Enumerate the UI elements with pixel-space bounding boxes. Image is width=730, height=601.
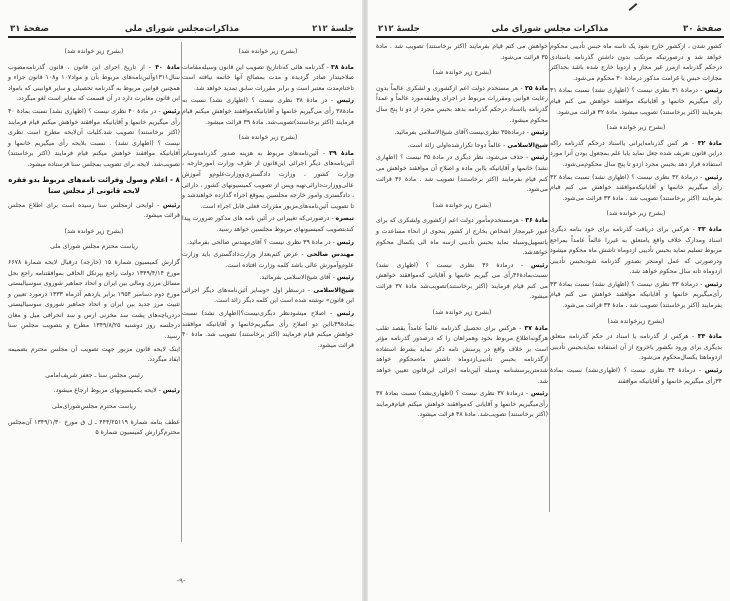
column-left xyxy=(8,42,180,441)
folio-number: -۹- xyxy=(176,577,186,585)
speaker-or-article-label: رئیس xyxy=(704,173,723,181)
speaker-or-article-label: مادهٔ ۳۶ xyxy=(525,217,548,225)
paragraph xyxy=(182,309,354,351)
reading-note: (بشرح زیر خوانده شد) xyxy=(432,69,492,77)
column-right xyxy=(550,42,722,389)
speaker-or-article-label: مادهٔ ۳۸ xyxy=(331,63,354,71)
paragraph xyxy=(376,389,548,421)
paragraph xyxy=(550,42,722,84)
paragraph-text: - در مادهٔ ۴۰ نظری نیست ؟ (اظهاری نشد) نسبت بمادهٔ ۴۰ رأی میگیریم خانمها و آقایانیکه موافقند خواهش میکنم قیام فرمایند (اکثر برخاستند) تصویب شد.کلیات آن‌لایحه مطرح است نظری نیست ؟ (اظهاری نشد) . نسبت بلایحه رأی میگیریم خانمها و آقایانیکه موافقند خواهش میکنم قیام فرمایند (اکثر برخاستند) تصویب‌شد. لایحه برای تصویب بمجلس سنا فرستاده میشود. xyxy=(8,107,180,168)
speaker-or-article-label: مادهٔ ۳۳ xyxy=(698,225,723,233)
pen-mark xyxy=(629,3,638,11)
paragraph-text: - درمادهٔ ۳۴ نظری نیست ؟ (اظهاری‌نشد) نسبت بمادهٔ ۳۴رأی میگیریم خانمها و آقایانیکه موافقند xyxy=(550,367,722,385)
paragraph-text: - اصلاح میشود‌نظر دیگری‌نیست‌؟(اظهاری نشد) نسبت بمادهٔ۳۹بااین دو اصلاح رأی میگیریم‌خانمها و آقایانیکه موافقند خواهش میکنم قیام فرمایند (اکثر برخاستند) تصویب شد. مادهٔ ۴۰ قرائت میشود. xyxy=(182,310,354,349)
reading-note: (بشرح زیرخوانده شد) xyxy=(607,317,665,325)
paragraph-text: - هرکس برای دریافت گذرنامه برای خود بنامه دیگری اسناد ومدارک خلاف واقع یامتعلق به غیررا عالماً عامداً بمراجع مربوط تسلیم نماید بحبس تأدیبی ازدوماه تاشش ماه محکوم میشود ودرصورتی که عمل اومنجر بصدور گذرنامه شود‌بحبس تأدیبی ازدوماه تانه سال محکوم خواهد شد. xyxy=(550,225,722,276)
reading-note: (بشرح زیر خوانده شد) xyxy=(606,124,666,132)
running-title: مذاکرات‌مجلس شورای ملی xyxy=(124,24,240,34)
paragraph xyxy=(182,149,354,213)
paragraph-text: - درمادهٔ۳۵ نظری‌نیست؟آقای شیخ‌الاسلامی بفرمائید. xyxy=(394,129,529,137)
paragraph xyxy=(550,366,722,387)
paragraph xyxy=(550,280,722,312)
reading-note: (بشرح زیر خوانده شد) xyxy=(606,210,666,218)
speaker-or-article-label: رئیس xyxy=(336,97,354,105)
paragraph xyxy=(182,238,354,249)
speaker-or-article-label: تبصره xyxy=(335,215,354,223)
paragraph xyxy=(550,139,722,171)
column-divider xyxy=(181,42,182,542)
speaker-or-article-label: مادهٔ ۳۲ xyxy=(697,139,723,147)
paragraph-text: - درصورتی‌که تغییراتی در آئین نامه های مذکور ضرورت پیدا کند‌بتصویب کمیسیونهای مربوط مجلسین خواهد رسید. xyxy=(182,215,354,233)
speaker-or-article-label: رئیس xyxy=(704,87,723,95)
paragraph xyxy=(182,286,354,307)
speaker-or-article-label: رئیس xyxy=(530,154,548,162)
speaker-or-article-label: مادهٔ ۴۰ xyxy=(155,63,180,71)
paragraph xyxy=(550,332,722,364)
speaker-or-article-label: شیخ‌الاسلامی xyxy=(313,286,355,294)
paragraph-text: - در مادهٔ ۳۸ نظری نیست ؟ (اظهاری نشد) نسبت به مادهٔ۳۸ رأی می‌گیریم خانمها و آقایانیکه‌موافقند خواهش میکنم قیام فرمایند (اکثر برخاستند)تصویب‌شد. مادهٔ ۳۹ قرائت میشود. xyxy=(182,97,354,126)
paragraph xyxy=(376,141,548,152)
paragraph xyxy=(8,201,180,222)
paragraph-text: گزارش کمیسیون شمارهٔ ۱۵ (خارجه) درقبال لایحه شمارهٔ ۶۶۷۸ مورخ ۱۳۴۹/۴/۱۴ دولت راجع بپرتکل الحاقی بموافقتنامه راجع بحل مسائل مرزی ومالی بین ایران و اتحاد جماهیر شوروی سوسیالیستی مورخ دوم دسامبر ۱۹۵۴ برابر یازدهم آذرماه ۱۳۳۳ درمورد تعیین و تثبیت مرز جدید بین ایران و اتحاد جماهیر شوروی سوسیالیستی دردریاچه‌های پشت سد مخزنی ارس و سد انحرافی میل و مغان درجلسه روز دوشنبه ۱۳۴۹/۸/۲۵ مطرح و بتصویب مجلس سنا رسید. xyxy=(8,258,181,341)
reading-note: (بشرح زیر خوانده شد) xyxy=(238,48,298,55)
paragraph-text: اینک لایحه قانون مزبور جهت تصویب آن مجلس محترم بضمیمه ایفاد میگردد. xyxy=(8,345,180,364)
paragraph-text: - گذرنامه هائی که‌تاتاریخ تصویب این قانون وسیله‌مقامات صلاحیتدار صادر گردیده و مدت بمصالح آنها خاتمه نیافته است تاختام‌مدت معتبر است و برابر مقررات سابق تمدید خواهد شد. xyxy=(182,63,354,92)
paragraph-text: - عالماً دوجا تکرارشده‌اولی زائد است. xyxy=(407,141,506,149)
reading-note: (بشرح زیر خوانده شد) xyxy=(64,227,124,235)
speaker-or-article-label: مادهٔ ۳۵ xyxy=(524,84,549,92)
speaker-or-article-label: رئیس xyxy=(704,280,723,288)
paragraph-text: - درمادهٔ ۳۶ نظری نیست ؟ (اظهاری نشد) نسبت‌بمادهٔ۳۶رأی می گیریم خانمها و آقایانی که‌موافقند خواهش می کنم قیام فرمایند (اکثر برخاستند)تصویب‌شد مادهٔ ۳۷ قرائت میشود. xyxy=(376,261,548,301)
column-left xyxy=(376,42,548,423)
paragraph xyxy=(376,216,548,258)
speaker-or-article-label: مادهٔ ۳۴ xyxy=(697,333,722,341)
reading-note: (بشرح زیر خوانده شد) xyxy=(432,309,492,317)
reading-note: (بشرح زیر خوانده شد) xyxy=(432,201,492,209)
paragraph xyxy=(376,324,548,388)
paragraph-text: - از تاریخ اجرای این قانون ، قانون گذرنامه‌مصوب سال۱۳۱۱وآئین‌نامه‌های مربوط بآن و مواد۱۰۷ و۱۰۸ قانون جزاء و همچنین قوانین مربوط به گذرنامه تحصیلی و سایر قوانینی که بامواد این قانون مغایرت دارد در آن قسمت که مغایر است لغو میگردد. xyxy=(8,63,180,103)
section-heading: ۸ - اعلام وصول وقرائت نامه‌های مربوط بدو فقره لایحه قانونی از مجلس سنا xyxy=(8,175,180,195)
speaker-or-article-label: رئیس xyxy=(530,390,548,398)
reading-note: (بشرح زیر خوانده شد) xyxy=(238,134,298,142)
paragraph xyxy=(376,84,548,126)
paragraph-text: - حذف می‌شود، نظر دیگری در مادهٔ ۳۵ نیست ؟ (اظهاری نشد) خانمها و آقایانیکه بااین ماده و اصلاح آن موافقند خواهش می کنم قیام بفرمایند (اکثر برخاستند) تصویب شد . مادهٔ ۳۶ قرائت می‌شود. xyxy=(376,154,548,194)
paragraph-text: کشور شدن ، ازکشور خارج شود یک تاسه ماه حبس تأدیبی محکوم خواهد شد و درصورتیکه مرتکب بدون داشتن گذرنامه یاسنادی درحکم گذرنامه ازمرز غیر مجاز و اردویا خارج شده باشد بحداکثر مجازات حبس یا غرامت مذکور درمادهٔ ۳۰ محکوم می‌شود. xyxy=(550,43,722,82)
session-number: جلسهٔ ۲۱۲ xyxy=(378,24,420,34)
speaker-or-article-label: رئیس xyxy=(704,367,723,375)
paragraph xyxy=(8,63,180,105)
speaker-or-article-label: رئیس xyxy=(530,261,549,269)
paragraph-text: - لوایحی ازمجلس سنا رسیده است برای اطلاع مجلس قرائت میشود. xyxy=(8,201,180,220)
paragraph-text: - عرض کنم‌بعداز وزارت‌دادگستری باید وزارت علوم‌وآموزش عالی باشد کلمه وزارت افتاده است. xyxy=(182,251,354,269)
speaker-or-article-label: مادهٔ ۳۹ xyxy=(329,149,355,157)
paragraph xyxy=(8,418,180,439)
paragraph xyxy=(550,173,722,205)
paragraph-text: - درمادهٔ ۳۱ نظری نیست ؟ (اظهاری نشد) نسبت بمادهٔ ۳۱ رأی میگیریم خانمها و آقایانیکه موافقند خواهش می کنم قیام بفرمایند (اکثر برخاستند) تصویب‌ میشود. مادهٔ ۳۲ قرائت می‌شود. xyxy=(550,87,722,116)
paragraph-text: - در مادهٔ ۳۹ نظری نیست ؟ آقای‌مهندس صالحی بفرمائید. xyxy=(187,238,335,246)
paragraph-text: - هر کس گذرنامه‌ایرانی یااسناد درحکم گذرنامه راکه دراین قانون تعریف شده جعل نماید یابا علم بمجعول بودن آنرا مورد استفاده قرار دهد بحبس مجرد ازدو تا پنج سال محکوم‌می‌شود. xyxy=(550,139,722,168)
paragraph-text: - هر مستخدم دولت اعم ازکشوری و لشکری عالماً بدون رعایت قوانین ومقررات مربوط در اجرای وظیفه‌مورد عالماً و عمداً گذرنامه یااسناد درحکم گذرنامه بدهد بحبس مجرد از دو تا پنج سال محکوم میشود. xyxy=(376,84,548,124)
paragraph xyxy=(8,107,180,171)
speaker-or-article-label: مهندس صالحی xyxy=(306,251,354,259)
page-number: صفحهٔ ۳۱ xyxy=(10,24,49,34)
paragraph-text: - آقای شیخ‌الاسلامی بفرمائید. xyxy=(259,274,335,282)
paragraph-text: خواهش می کنم قیام بفرمایند (اکثر برخاستند) تصویب شد . مادهٔ ۳۵ قرائت می‌شود. xyxy=(376,43,548,61)
paragraph xyxy=(550,86,722,118)
paragraph-text: - درمادهٔ ۳۷ نظری نیست ؟ (اظهاری‌نشد) نسبت بمادهٔ ۳۷ رأی‌میگیریم خانمها و آقایانی که‌موافقند خواهش میکنم قیام‌فرمایند (اکثر برخاستند) تصویب‌شد. مادهٔ ۳۸ قرائت میشود. xyxy=(376,390,548,419)
page-31 xyxy=(0,0,362,601)
paragraph xyxy=(376,261,548,303)
paragraph xyxy=(182,63,354,95)
page-header xyxy=(376,22,724,38)
paragraph xyxy=(8,386,180,397)
paragraph-text: عطف بنامه شمارهٔ ۴۴۴/۲۵۱۱۹ ـ ل ق مورخ ۱۳۴۹/۱/۳۰ آن‌مجلس محترم‌گزارش کمیسیون شمارهٔ ۵ xyxy=(8,418,180,437)
paragraph xyxy=(182,273,354,284)
paragraph-text: - هرکس برای تحصیل گذرنامه عالماً عامداً بقصد تقلب هرگونه‌اطلاع مربوط بخود وهمراهان را که درصدور گذرنامه مؤثر است بر خلاف واقع در پرسش نامه ذکر نماید بشرط استفاده ازگذرنامه بحبس تأدیبی‌ازدوماه تاشش ماه‌محکوم خواهد شدمتن‌پرسشنامه وسیله آئین‌نامه اجرائی این‌قانون تعیین خواهد شد. xyxy=(376,324,548,385)
page-header xyxy=(8,22,356,38)
paragraph xyxy=(376,42,548,63)
speaker-or-article-label: رئیس xyxy=(336,238,354,246)
reading-note: رئیس مجلس سنا ـ جعفر شریف‌امامی xyxy=(45,371,143,379)
speaker-or-article-label: شیخ‌الاسلامی xyxy=(507,141,548,149)
paragraph xyxy=(550,225,722,278)
speaker-or-article-label: رئیس xyxy=(162,201,181,209)
paragraph-text: - درمادهٔ ۳۲ نظری نیست ؟ (اظهاری نشد) نسبت بمادهٔ ۳۲ رأی میگیریم خانمها و آقایانیکه‌موافقند خواهش می کنم قیام بفرمایند (اکثر برخاستند) تصویب شد . مادهٔ ۳۳ قرائت می‌شود. xyxy=(550,173,722,202)
speaker-or-article-label: مادهٔ ۳۷ xyxy=(524,324,548,332)
column-right xyxy=(182,42,354,353)
page-30 xyxy=(368,0,730,601)
paragraph xyxy=(182,250,354,271)
speaker-or-article-label: رئیس xyxy=(336,274,354,282)
session-number: جلسهٔ ۲۱۲ xyxy=(312,24,354,34)
reading-note: (بشرح زیر خوانده شد) xyxy=(64,48,124,55)
paragraph xyxy=(8,258,180,343)
running-title: مذاکرات مجلس شورای ملی xyxy=(491,24,609,34)
speaker-or-article-label: رئیس xyxy=(336,310,355,318)
paragraph-text: - درمادهٔ ۳۳ نظری نیست ؟ (اظهاری نشد) نسبت بمادهٔ ۳۳ رأی‌میگیریم خانمها و آقایانیکه موافقند خواهش می کنم قیام بفرمایند (اکثر برخاستند) تصویب شد . مادهٔ ۳۴ قرائت می‌شود. xyxy=(550,280,722,310)
paragraph xyxy=(376,128,548,139)
page-number: صفحهٔ ۳۰ xyxy=(683,24,722,34)
speaker-or-article-label: رئیس xyxy=(530,129,548,137)
speaker-or-article-label: رئیس xyxy=(162,387,180,395)
reading-note: ریاست محترم مجلس شورای ملی xyxy=(50,243,138,251)
paragraph xyxy=(182,96,354,128)
paragraph-text: - لایحه بکمیسیونهای مربوط ارجاع میشود. xyxy=(53,387,161,395)
paragraph xyxy=(8,345,180,366)
paragraph-text: - هرمستخدم‌مأمور دولت اعم ازکشوری ولشکری که برای عبور غیرمجاز اشخاص بخارج از کشور بنحوی از انحاء مساعدت و یاتسهیل‌وسیله نماید بحبس تأدیبی ازسه ماه الی یکسال محکوم خواهدشد. xyxy=(376,217,548,257)
column-divider xyxy=(549,42,550,512)
paragraph-text: - هرکس از گذرنامه یا اسناد در حکم گذرنامه متعلق بدیگری برای ورود بکشور یاخروج از آن استفاده نماید‌بحبس تأدیبی ازدوماهتا یکسال‌محکوم می‌شود. xyxy=(550,333,722,362)
reading-note: ریاست محترم مجلس‌شورای‌ملی xyxy=(52,403,136,411)
paragraph-text: - آئین‌نامه‌های مربوط به هزینه صدور گذرنامه‌وسایر آئین‌نامه‌های دیگر اجرائی این‌قانون از طرف وزارت امورخارجه ، وزارت کشور ، وزارت دادگستری‌ووزارت‌علوم‌و آموزش عالی‌ووزارت‌دارائی‌تهیه وپس از تصویب کمیسیونهای کشور ، دارائی ، دادگستری وامور خارجه مجلسین بموقع اجراء گذارده خواهندشد و تا تصویب آئین‌نامه‌های‌مزبور مقررات فعلی قابل اجراء است. xyxy=(182,149,354,210)
paragraph xyxy=(182,214,354,235)
paragraph xyxy=(376,153,548,195)
speaker-or-article-label: رئیس xyxy=(162,107,181,115)
paragraph-text: - درسطر اول «وسایر آئین‌نامه‌های دیگر اجرائی این قانون» نوشته شده است این کلمه دیگر زائد است. xyxy=(182,286,354,305)
